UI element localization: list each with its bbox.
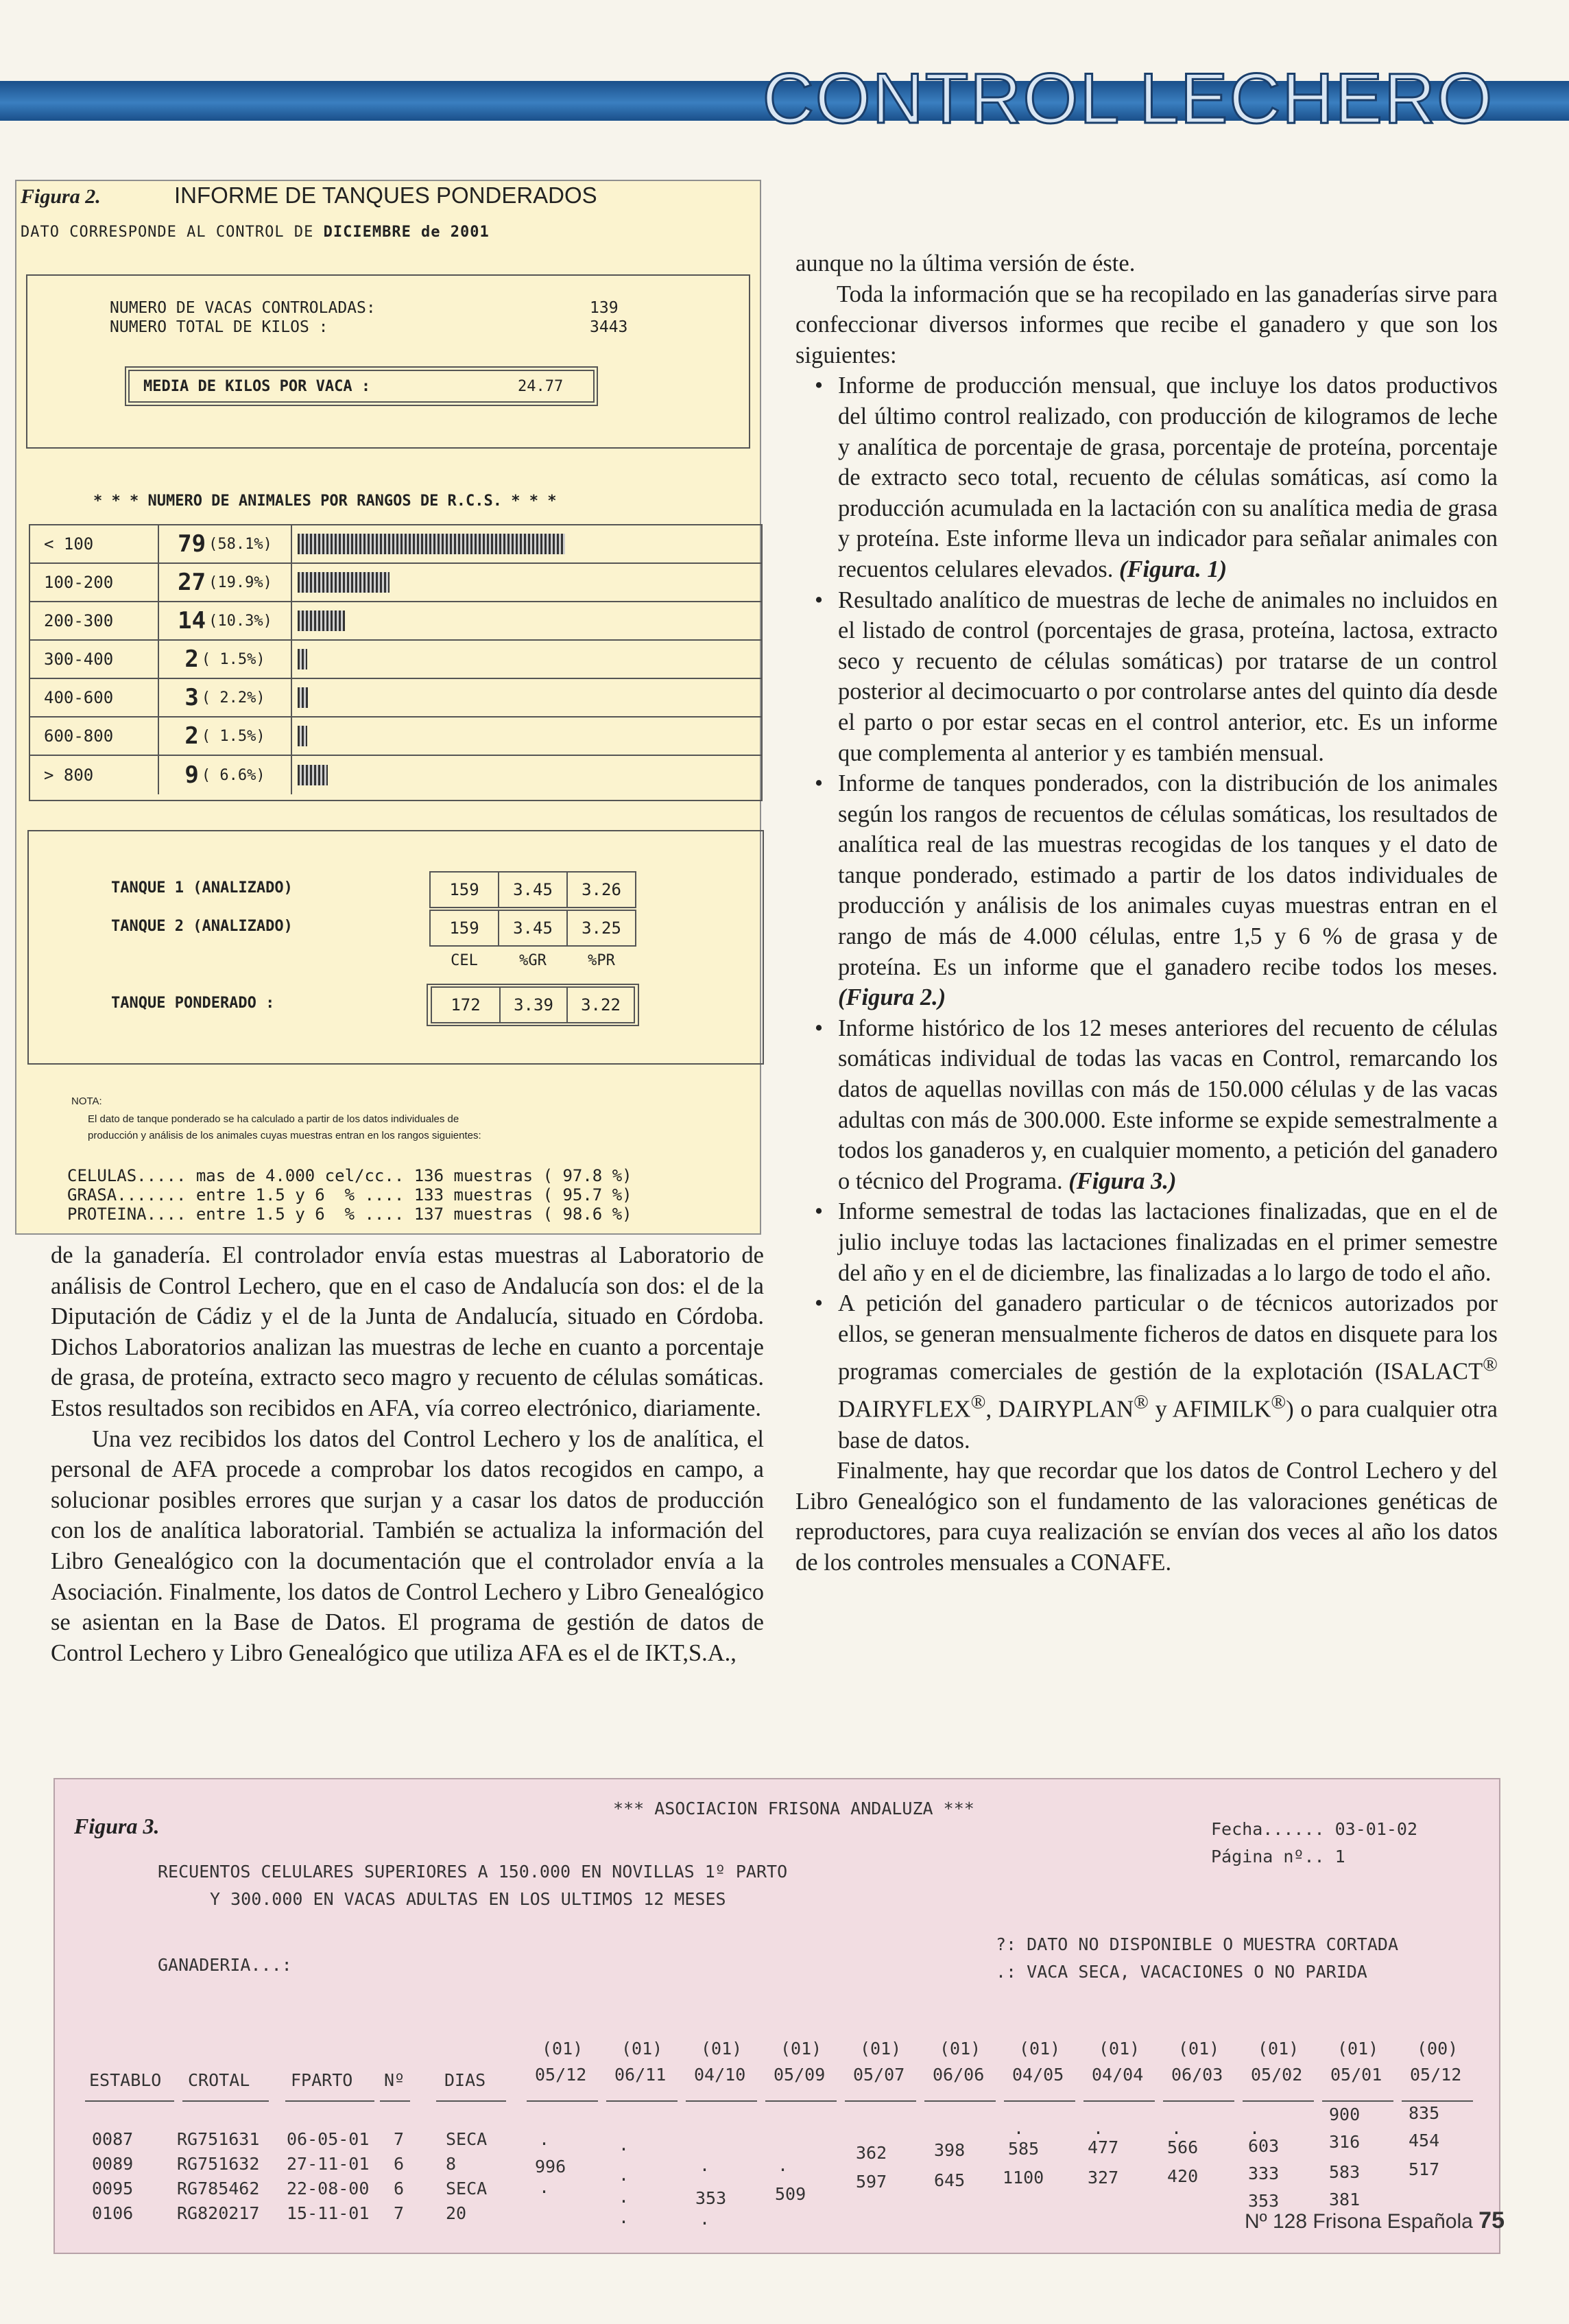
rcs-range: 200-300 bbox=[30, 602, 159, 639]
month-group: (01) bbox=[1178, 2039, 1220, 2059]
nota-line-1: El dato de tanque ponderado se ha calculado a partir de los datos individuales de bbox=[88, 1113, 459, 1125]
figure-2-subtitle bbox=[21, 224, 490, 241]
cell-value: 1100 bbox=[1003, 2168, 1044, 2187]
rcs-count-number: 3 bbox=[184, 684, 199, 711]
reg-mark-3: ® bbox=[1134, 1391, 1149, 1414]
month-header: 04/10 bbox=[694, 2065, 746, 2085]
row-fparto: 06-05-01 bbox=[287, 2129, 370, 2149]
rcs-bar-cell bbox=[292, 679, 761, 716]
rcs-range: 400-600 bbox=[30, 679, 159, 716]
rcs-range: 300-400 bbox=[30, 641, 159, 678]
cell-value: 477 bbox=[1088, 2137, 1119, 2157]
cell-value: 353 bbox=[695, 2188, 727, 2208]
cell-value: 316 bbox=[1329, 2132, 1361, 2152]
rcs-count bbox=[159, 525, 292, 562]
figure-3-legend-1: ?: DATO NO DISPONIBLE O MUESTRA CORTADA bbox=[996, 1934, 1398, 1954]
figure-3-org: *** ASOCIACION FRISONA ANDALUZA *** bbox=[613, 1799, 974, 1818]
header-rule bbox=[845, 2100, 916, 2102]
header-rule bbox=[182, 2100, 269, 2102]
nota-proteina: PROTEINA.... entre 1.5 y 6 % .... 137 muestras ( 98.6 %) bbox=[67, 1205, 632, 1224]
col-header-cel: CEL bbox=[451, 952, 478, 969]
rcs-bar-cell bbox=[292, 525, 761, 562]
header-rule bbox=[85, 2100, 174, 2102]
rcs-count-number: 9 bbox=[184, 761, 199, 789]
rcs-range: < 100 bbox=[30, 525, 159, 562]
ponderado-pr: 3.22 bbox=[566, 986, 635, 1023]
figure-3 bbox=[53, 1778, 1500, 2254]
bullet-tanques-text: Informe de tanques ponderados, con la distribución de los animales según los rangos de recuentos de células somáticas, los resultados de analítica real de las muestras recogidas de los tanques y el dato de tanque ponderado, estimado a partir de los datos individuales de producción y análisis de los animales cuyas muestras entran en el rango de más de 4.000 células, entre 1,5 y 6 % de grasa y de proteína. Es un informe que el ganadero recibe todos los meses. bbox=[838, 770, 1498, 980]
figure-3-title-2: Y 300.000 EN VACAS ADULTAS EN LOS ULTIMOS 12 MESES bbox=[210, 1889, 726, 1909]
rcs-percent: ( 6.6%) bbox=[201, 766, 265, 784]
rcs-row bbox=[30, 718, 761, 756]
figure-3-legend-2: .: VACA SECA, VACACIONES O NO PARIDA bbox=[996, 1962, 1367, 1982]
reg-mark-2: ® bbox=[970, 1391, 986, 1414]
rcs-bar-cell bbox=[292, 564, 761, 601]
cell-value: . bbox=[699, 2209, 710, 2229]
ficheros-text-d: y AFIMILK bbox=[1149, 1396, 1271, 1423]
cell-value: 583 bbox=[1329, 2162, 1361, 2182]
tanque1-label: TANQUE 1 (ANALIZADO) bbox=[111, 879, 293, 897]
col-dias: DIAS bbox=[444, 2070, 486, 2090]
ponderado-label: TANQUE PONDERADO : bbox=[111, 995, 275, 1012]
rcs-bar bbox=[298, 534, 565, 554]
row-establo: 0095 bbox=[92, 2179, 134, 2198]
left-paragraph-2: Una vez recibidos los datos del Control Lechero y los de analítica, el personal de AFA procede a comprobar los datos recogidos en campo, a solucionar posibles errores que surjan y a casar los datos de producción con los de analítica laboratorial. También se actualiza la información del Libro Genealógico con la documentación que el controlador envía a la Asociación. Finalmente, los datos de Control Lechero y Libro Genealógico se asientan en la Base de Datos. El programa de gestión de datos de Control Lechero y Libro Genealógico que utiliza AFA es el de IKT,S.A., bbox=[51, 1425, 764, 1666]
bullet-semestral bbox=[795, 1196, 1498, 1288]
rcs-count bbox=[159, 641, 292, 678]
header-rule bbox=[606, 2100, 678, 2102]
row-n: 6 bbox=[394, 2179, 405, 2198]
header-rule bbox=[765, 2100, 837, 2102]
left-column bbox=[51, 1240, 764, 1668]
right-column bbox=[795, 248, 1498, 1578]
cell-value: 517 bbox=[1409, 2159, 1440, 2179]
month-header: 06/03 bbox=[1171, 2065, 1223, 2085]
rcs-bar-cell bbox=[292, 756, 761, 794]
rcs-percent: ( 1.5%) bbox=[201, 650, 265, 668]
bullet-historico bbox=[795, 1013, 1498, 1197]
rcs-table bbox=[29, 524, 763, 801]
rcs-row bbox=[30, 602, 761, 641]
month-header: 05/07 bbox=[853, 2065, 905, 2085]
rcs-percent: (58.1%) bbox=[208, 535, 272, 553]
rcs-row bbox=[30, 641, 761, 679]
month-header: 05/12 bbox=[535, 2065, 587, 2085]
rcs-range: 600-800 bbox=[30, 718, 159, 755]
bullet-semestral-text: Informe semestral de todas las lactaciones finalizadas, que en el de julio incluye todas las lactaciones finalizadas en el primer semestre del año y en el de diciembre, las finalizadas a lo largo de todo el año. bbox=[838, 1198, 1498, 1286]
month-group: (01) bbox=[1099, 2039, 1140, 2059]
rcs-bar-cell bbox=[292, 641, 761, 678]
rcs-bar bbox=[298, 726, 307, 746]
ficheros-text-b: DAIRYFLEX bbox=[838, 1396, 971, 1423]
row-fparto: 27-11-01 bbox=[287, 2154, 370, 2174]
cell-value: . bbox=[1171, 2118, 1182, 2138]
tanque1-cel: 159 bbox=[429, 871, 499, 908]
nota-celulas: CELULAS..... mas de 4.000 cel/cc.. 136 muestras ( 97.8 %) bbox=[67, 1166, 632, 1185]
cell-value: 603 bbox=[1248, 2136, 1280, 2156]
col-header-pr: %PR bbox=[588, 952, 615, 969]
cell-value: 398 bbox=[934, 2140, 966, 2160]
header-rule bbox=[285, 2100, 374, 2102]
month-group: (00) bbox=[1417, 2039, 1459, 2059]
row-dias: 20 bbox=[446, 2203, 467, 2223]
col-n: Nº bbox=[384, 2070, 405, 2090]
row-crotal: RG751632 bbox=[177, 2154, 260, 2174]
ponderado-cel: 172 bbox=[431, 986, 501, 1023]
rcs-bar bbox=[298, 765, 328, 785]
header-rule bbox=[1243, 2100, 1314, 2102]
header-rule bbox=[924, 2100, 996, 2102]
summary-box bbox=[26, 274, 750, 449]
month-group: (01) bbox=[939, 2039, 981, 2059]
row-dias: SECA bbox=[446, 2179, 488, 2198]
rcs-count-number: 2 bbox=[184, 645, 199, 673]
rcs-bar-cell bbox=[292, 718, 761, 755]
footer-issue: Nº 128 Frisona Española bbox=[1245, 2210, 1473, 2233]
col-header-gr: %GR bbox=[519, 952, 547, 969]
cell-value: 900 bbox=[1329, 2104, 1361, 2124]
section-title: CONTROL LECHERO bbox=[762, 59, 1494, 139]
month-header: 05/01 bbox=[1330, 2065, 1382, 2085]
row-establo: 0089 bbox=[92, 2154, 134, 2174]
subtitle-month: DICIEMBRE de 2001 bbox=[323, 224, 490, 241]
cell-value: 645 bbox=[934, 2170, 966, 2190]
ficheros-text-e: ) o para cualquier otra base de datos. bbox=[838, 1396, 1498, 1454]
figure-3-pagina: Página nº.. 1 bbox=[1211, 1847, 1345, 1866]
rcs-count bbox=[159, 756, 292, 794]
month-header: 04/05 bbox=[1012, 2065, 1064, 2085]
figure-3-ganaderia: GANADERIA...: bbox=[158, 1955, 292, 1975]
rcs-count bbox=[159, 718, 292, 755]
rcs-row bbox=[30, 525, 761, 564]
header-rule bbox=[1004, 2100, 1075, 2102]
col-crotal: CROTAL bbox=[188, 2070, 250, 2090]
reg-mark-4: ® bbox=[1271, 1391, 1286, 1414]
row-crotal: RG785462 bbox=[177, 2179, 260, 2198]
media-label: MEDIA DE KILOS POR VACA : bbox=[143, 378, 371, 395]
header-rule bbox=[380, 2100, 410, 2102]
cell-value: 381 bbox=[1329, 2190, 1361, 2209]
month-group: (01) bbox=[860, 2039, 902, 2059]
month-header: 06/06 bbox=[933, 2065, 985, 2085]
tanque2-pr: 3.25 bbox=[566, 910, 636, 947]
cell-value: 566 bbox=[1167, 2137, 1199, 2157]
rcs-range: 100-200 bbox=[30, 564, 159, 601]
row-n: 6 bbox=[394, 2154, 405, 2174]
cell-value: 996 bbox=[535, 2157, 566, 2177]
cell-value: 509 bbox=[775, 2184, 806, 2204]
month-group: (01) bbox=[1258, 2039, 1299, 2059]
header-rule bbox=[1163, 2100, 1234, 2102]
cell-value: . bbox=[619, 2135, 630, 2155]
row-n: 7 bbox=[394, 2129, 405, 2149]
month-group: (01) bbox=[701, 2039, 743, 2059]
figura-1-ref: (Figura. 1) bbox=[1118, 556, 1227, 582]
tanque1-pr: 3.26 bbox=[566, 871, 636, 908]
vacas-value: 139 bbox=[590, 299, 619, 317]
col-fparto: FPARTO bbox=[291, 2070, 353, 2090]
reg-mark-1: ® bbox=[1483, 1353, 1498, 1376]
row-fparto: 15-11-01 bbox=[287, 2203, 370, 2223]
bullet-ficheros bbox=[795, 1288, 1498, 1456]
cell-value: 597 bbox=[856, 2172, 887, 2192]
ficheros-text-a: A petición del ganadero particular o de técnicos autorizados por ellos, se generan mensualmente ficheros de datos en disquete para los programas comerciales de gestión de la explotación (ISALACT bbox=[838, 1290, 1498, 1385]
cell-value: . bbox=[699, 2155, 710, 2175]
month-group: (01) bbox=[780, 2039, 822, 2059]
header-rule bbox=[1083, 2100, 1155, 2102]
rcs-row bbox=[30, 679, 761, 718]
rcs-count bbox=[159, 564, 292, 601]
bullet-produccion-text: Informe de producción mensual, que incluye los datos productivos del último control realizado, con producción de kilogramos de leche y analítica de porcentaje de grasa, porcentaje de proteína, porcentaje de extracto seco total, recuento de células somáticas, así como la producción acumulada en la lactación con su analítica media de grasa y proteína. Este informe lleva un indicador para señalar animales con recuentos celulares elevados. bbox=[838, 372, 1498, 582]
row-establo: 0106 bbox=[92, 2203, 134, 2223]
cell-value: . bbox=[619, 2187, 630, 2207]
rcs-percent: ( 2.2%) bbox=[201, 689, 265, 707]
rcs-count bbox=[159, 679, 292, 716]
month-header: 05/12 bbox=[1410, 2065, 1462, 2085]
figure-2 bbox=[15, 180, 761, 1235]
rcs-count-number: 79 bbox=[178, 530, 206, 558]
header-rule bbox=[527, 2100, 598, 2102]
media-value: 24.77 bbox=[518, 378, 564, 395]
bullet-resultado bbox=[795, 585, 1498, 769]
row-crotal: RG820217 bbox=[177, 2203, 260, 2223]
row-crotal: RG751631 bbox=[177, 2129, 260, 2149]
month-header: 05/02 bbox=[1251, 2065, 1303, 2085]
row-n: 7 bbox=[394, 2203, 405, 2223]
cell-value: 327 bbox=[1088, 2168, 1119, 2187]
nota-grasa: GRASA....... entre 1.5 y 6 % .... 133 muestras ( 95.7 %) bbox=[67, 1185, 632, 1205]
rcs-row bbox=[30, 756, 761, 794]
rcs-count-number: 27 bbox=[178, 569, 206, 596]
cell-value: 420 bbox=[1167, 2166, 1199, 2186]
month-group: (01) bbox=[621, 2039, 663, 2059]
figure-3-fecha: Fecha...... 03-01-02 bbox=[1211, 1819, 1418, 1839]
cell-value: . bbox=[778, 2155, 789, 2175]
month-group: (01) bbox=[542, 2039, 584, 2059]
right-paragraph-final: Finalmente, hay que recordar que los datos de Control Lechero y del Libro Genealógico son el fundamento de las valoraciones genéticas de reproductores, para cuya realización se envían dos veces al año los datos de los controles mensuales a CONAFE. bbox=[795, 1458, 1498, 1576]
rcs-bar bbox=[298, 610, 345, 631]
cell-value: . bbox=[1014, 2118, 1025, 2138]
row-dias: 8 bbox=[446, 2154, 457, 2174]
bullet-resultado-text: Resultado analítico de muestras de leche de animales no incluidos en el listado de control (porcentajes de grasa, proteína, lactosa, extracto seco y recuento de células somáticas) por tratarse de un control posterior al decimocuarto o por controlarse antes del quinto día desde el parto o por estar secas en el control anterior, etc. Es un informe que complementa al anterior y es también mensual. bbox=[838, 586, 1498, 766]
row-establo: 0087 bbox=[92, 2129, 134, 2149]
rcs-row bbox=[30, 564, 761, 602]
bullet-historico-text: Informe histórico de los 12 meses anteriores del recuento de células somáticas individual de todas las vacas en Control, remarcando los datos de aquellas novillas con más de 150.000 células y de las vacas adultas con más de 300.000. Este informe se expide semestralmente a todos los ganaderos y, en cualquier momento, a petición del ganadero o técnico del Programa. bbox=[838, 1015, 1498, 1194]
month-group: (01) bbox=[1019, 2039, 1061, 2059]
media-box bbox=[125, 366, 598, 406]
figura-2-ref: (Figura 2.) bbox=[838, 984, 946, 1011]
month-header: 05/09 bbox=[774, 2065, 826, 2085]
tanque1-gr: 3.45 bbox=[498, 871, 568, 908]
page-number: 75 bbox=[1478, 2207, 1505, 2233]
rcs-percent: ( 1.5%) bbox=[201, 727, 265, 745]
header-rule bbox=[1322, 2100, 1393, 2102]
rcs-title: * * * NUMERO DE ANIMALES POR RANGOS DE R.C.S. * * * bbox=[93, 493, 557, 510]
tanque2-gr: 3.45 bbox=[498, 910, 568, 947]
cell-value: 353 bbox=[1248, 2191, 1280, 2211]
figure-2-title: INFORME DE TANQUES PONDERADOS bbox=[174, 182, 597, 208]
page-footer bbox=[1245, 2207, 1505, 2234]
cell-value: 362 bbox=[856, 2143, 887, 2163]
bullet-tanques bbox=[795, 768, 1498, 1013]
kilos-value: 3443 bbox=[590, 318, 628, 336]
tanque-box bbox=[27, 830, 764, 1065]
month-header: 06/11 bbox=[614, 2065, 667, 2085]
rcs-percent: (19.9%) bbox=[208, 573, 272, 591]
cell-value: 585 bbox=[1008, 2139, 1040, 2159]
row-fparto: 22-08-00 bbox=[287, 2179, 370, 2198]
figura-3-ref: (Figura 3.) bbox=[1068, 1167, 1177, 1194]
cell-value: . bbox=[619, 2207, 630, 2227]
cell-value: 454 bbox=[1409, 2131, 1440, 2150]
tanque2-label: TANQUE 2 (ANALIZADO) bbox=[111, 918, 293, 935]
right-paragraph-1: aunque no la última versión de éste. bbox=[795, 250, 1136, 276]
cell-value: . bbox=[1249, 2118, 1260, 2138]
header-rule bbox=[436, 2100, 506, 2102]
subtitle-prefix: DATO CORRESPONDE AL CONTROL DE bbox=[21, 224, 324, 241]
right-paragraph-2: Toda la información que se ha recopilado en las ganaderías sirve para confeccionar diversos informes que recibe el ganadero y que son los siguientes: bbox=[795, 281, 1498, 368]
bullet-produccion bbox=[795, 370, 1498, 584]
cell-value: . bbox=[539, 2129, 550, 2149]
cell-value: 333 bbox=[1248, 2163, 1280, 2183]
vacas-label: NUMERO DE VACAS CONTROLADAS: bbox=[110, 299, 376, 317]
rcs-percent: (10.3%) bbox=[208, 612, 272, 630]
rcs-bar bbox=[298, 572, 390, 593]
rcs-bar bbox=[298, 687, 308, 708]
header-rule bbox=[686, 2100, 757, 2102]
month-group: (01) bbox=[1337, 2039, 1379, 2059]
ficheros-text-c: , DAIRYPLAN bbox=[985, 1396, 1134, 1423]
rcs-count-number: 2 bbox=[184, 722, 199, 750]
tanque2-cel: 159 bbox=[429, 910, 499, 947]
left-paragraph-1: de la ganadería. El controlador envía estas muestras al Laboratorio de análisis de Control Lechero, que en el caso de Andalucía son dos: el de la Diputación de Cádiz y el de la Junta de Andalucía, situado en Córdoba. Dichos Laboratorios analizan las muestras de leche en cuanto a porcentaje de grasa, de proteína, extracto seco magro y recuento de células somáticas. Estos resultados son recibidos en AFA, vía correo electrónico, diariamente. bbox=[51, 1242, 764, 1421]
figure-2-label: Figura 2. bbox=[21, 185, 101, 208]
kilos-label: NUMERO TOTAL DE KILOS : bbox=[110, 318, 328, 336]
cell-value: . bbox=[1093, 2118, 1104, 2138]
figure-3-label: Figura 3. bbox=[74, 1814, 160, 1838]
cell-value: 835 bbox=[1409, 2103, 1440, 2123]
col-establo: ESTABLO bbox=[89, 2070, 162, 2090]
rcs-range: > 800 bbox=[30, 756, 159, 794]
nota-title: NOTA: bbox=[71, 1095, 102, 1107]
ponderado-gr: 3.39 bbox=[499, 986, 568, 1023]
cell-value: . bbox=[619, 2165, 630, 2185]
rcs-count-number: 14 bbox=[178, 607, 206, 635]
nota-line-2: producción y análisis de los animales cuyas muestras entran en los rangos siguientes: bbox=[88, 1130, 481, 1141]
rcs-bar bbox=[298, 649, 307, 669]
cell-value: . bbox=[539, 2177, 550, 2197]
rcs-count bbox=[159, 602, 292, 639]
header-rule bbox=[1402, 2100, 1473, 2102]
row-dias: SECA bbox=[446, 2129, 488, 2149]
month-header: 04/04 bbox=[1092, 2065, 1144, 2085]
figure-3-title-1: RECUENTOS CELULARES SUPERIORES A 150.000 EN NOVILLAS 1º PARTO bbox=[158, 1862, 788, 1882]
rcs-bar-cell bbox=[292, 602, 761, 639]
